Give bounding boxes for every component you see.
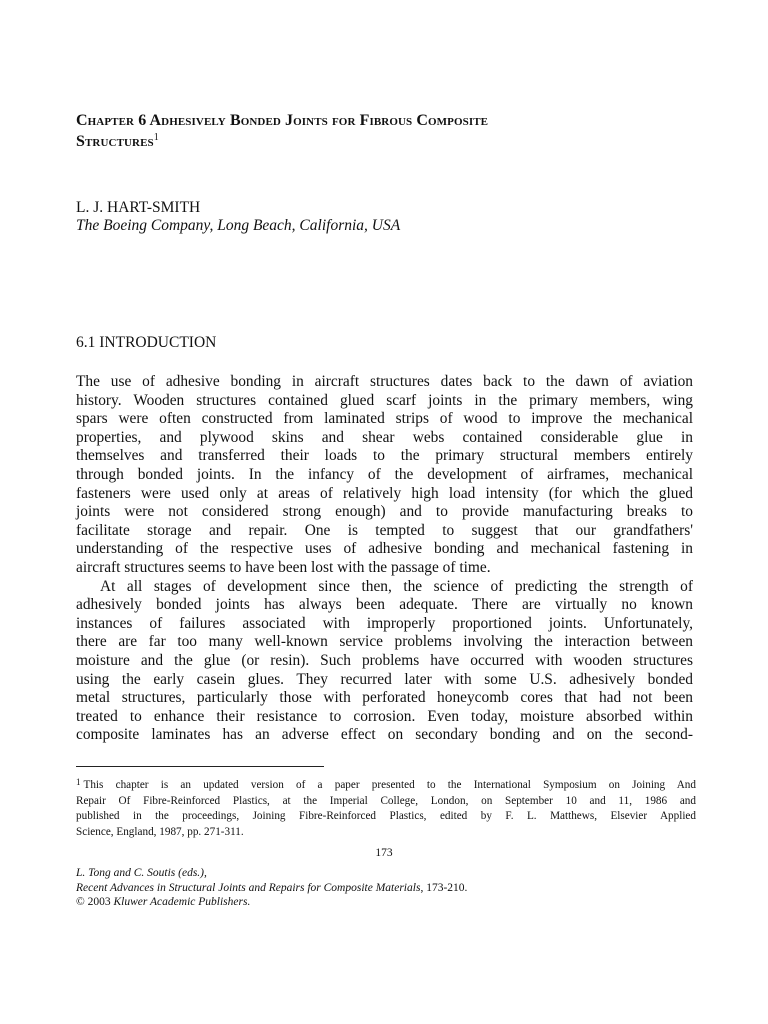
footnote-marker: 1	[76, 777, 81, 787]
citation-pages: , 173-210.	[420, 881, 468, 894]
paragraph-line: adhesively bonded joints has always been adequate. There are virtually no known	[76, 596, 693, 614]
title-footnote-marker: 1	[153, 132, 159, 143]
citation-title-line	[76, 881, 696, 896]
paragraph-line: themselves and transferred their loads to the primary structural members entirely	[76, 447, 693, 465]
paragraph-line: spars were often constructed from laminated strips of wood to improve the mechanical	[76, 410, 693, 428]
paragraph-line: At all stages of development since then, the science of predicting the strength of	[100, 577, 693, 595]
chapter-title-line-2: Structures	[76, 133, 154, 150]
footnote-divider	[76, 766, 324, 767]
footnote-line: Repair Of Fibre-Reinforced Plastics, at the Imperial College, London, on September 10 and 11, 1986 and	[76, 794, 696, 807]
chapter-title	[76, 110, 696, 152]
paragraph-line: moisture and the glue (or resin). Such problems have occurred with wooden structures	[76, 651, 693, 669]
book-citation	[76, 866, 696, 910]
citation-book-title: Recent Advances in Structural Joints and Repairs for Composite Materials	[76, 881, 421, 894]
paragraph-line: using the early casein glues. They recurred later with some U.S. adhesively bonded	[76, 670, 693, 688]
paragraph-line: instances of failures associated with improperly proportioned joints. Unfortunately,	[76, 614, 693, 632]
author-affiliation: The Boeing Company, Long Beach, California, USA	[76, 217, 401, 234]
paragraph-line: understanding of the respective uses of adhesive bonding and mechanical fastening in	[76, 540, 693, 558]
paragraph-line: properties, and plywood skins and shear webs contained considerable glue in	[76, 428, 693, 446]
section-heading: 6.1 INTRODUCTION	[76, 334, 217, 351]
copyright-symbol: ©	[76, 896, 85, 909]
paragraph-line: The use of adhesive bonding in aircraft structures dates back to the dawn of aviation	[76, 373, 693, 390]
author-name: L. J. HART-SMITH	[76, 199, 201, 216]
paragraph-line: facilitate storage and repair. One is tempted to suggest that our grandfathers'	[76, 521, 693, 539]
paragraph-line: fasteners were used only at areas of relatively high load intensity (for which the glued	[76, 484, 693, 502]
paragraph-line: metal structures, particularly those with perforated honeycomb cores that had not been	[76, 689, 693, 707]
paragraph-line: there are far too many well-known service problems involving the interaction between	[76, 633, 693, 651]
footnote-line	[76, 778, 696, 794]
paragraph-line: history. Wooden structures contained glued scarf joints in the primary members, wing	[76, 391, 693, 409]
citation-editors: L. Tong and C. Soutis (eds.),	[76, 867, 207, 879]
paragraph-line: through bonded joints. In the infancy of the development of airframes, mechanical	[76, 465, 693, 483]
footnote-line: published in the proceedings, Joining Fibre-Reinforced Plastics, edited by F. L. Matthews, Elsevier Applied	[76, 810, 696, 823]
footnote-line: Science, England, 1987, pp. 271-311.	[76, 825, 244, 838]
paragraph-line: joints were not considered strong enough) and to provide manufacturing breaks to	[76, 503, 693, 521]
copyright-year: 2003	[84, 896, 114, 909]
footnote	[76, 778, 696, 840]
paragraph-line: composite laminates has an adverse effect on secondary bonding and on the second-	[76, 726, 693, 744]
citation-publisher: Kluwer Academic Publishers.	[113, 896, 251, 909]
footnote-line-text: This chapter is an updated version of a paper presented to the International Symposium on Joining And	[83, 779, 696, 791]
page-number: 173	[375, 847, 393, 859]
chapter-title-line-1: Chapter 6 Adhesively Bonded Joints for Fibrous Composite	[76, 112, 489, 129]
citation-copyright-line	[76, 895, 696, 910]
body-text	[76, 373, 693, 745]
paragraph-line: aircraft structures seems to have been lost with the passage of time.	[76, 558, 491, 576]
paragraph-line: treated to enhance their resistance to corrosion. Even today, moisture absorbed within	[76, 707, 693, 725]
